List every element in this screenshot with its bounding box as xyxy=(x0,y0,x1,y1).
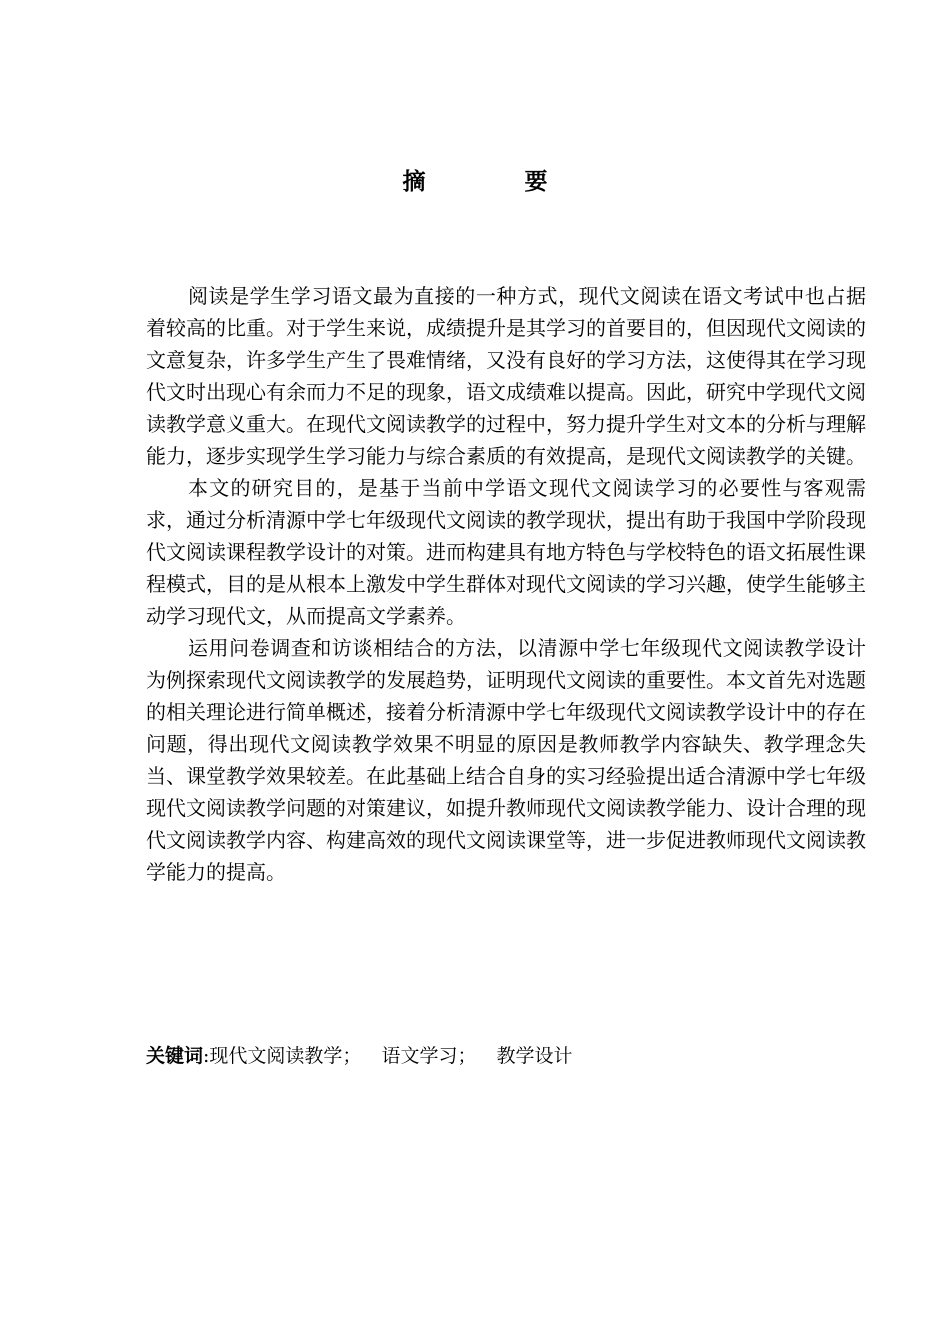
abstract-body xyxy=(146,280,866,888)
keywords-label: 关键词 xyxy=(146,1045,204,1067)
abstract-paragraph-3: 运用问卷调查和访谈相结合的方法，以清源中学七年级现代文阅读教学设计为例探索现代文阅读教学的发展趋势，证明现代文阅读的重要性。本文首先对选题的相关理论进行简单概述，接着分析清源中学七年级现代文阅读教学设计中的存在问题，得出现代文阅读教学效果不明显的原因是教师教学内容缺失、教学理念失当、课堂教学效果较差。在此基础上结合自身的实习经验提出适合清源中学七年级现代文阅读教学问题的对策建议，如提升教师现代文阅读教学能力、设计合理的现代文阅读教学内容、构建高效的现代文阅读课堂等，进一步促进教师现代文阅读教学能力的提高。 xyxy=(146,636,866,884)
abstract-paragraph-2: 本文的研究目的，是基于当前中学语文现代文阅读学习的必要性与客观需求，通过分析清源中学七年级现代文阅读的教学现状，提出有助于我国中学阶段现代文阅读课程教学设计的对策。进而构建具有地方特色与学校特色的语文拓展性课程模式，目的是从根本上激发中学生群体对现代文阅读的学习兴趣，使学生能够主动学习现代文，从而提高文学素养。 xyxy=(146,476,866,628)
keywords-separator: : xyxy=(203,1045,210,1067)
page-title: 摘 要 xyxy=(402,169,586,195)
keywords-line xyxy=(146,1040,866,1072)
abstract-paragraph-1: 阅读是学生学习语文最为直接的一种方式，现代文阅读在语文考试中也占据着较高的比重。对于学生来说，成绩提升是其学习的首要目的，但因现代文阅读的文意复杂，许多学生产生了畏难情绪，又没有良好的学习方法，这使得其在学习现代文时出现心有余而力不足的现象，语文成绩难以提高。因此，研究中学现代文阅读教学意义重大。在现代文阅读教学的过程中，努力提升学生对文本的分析与理解能力，逐步实现学生学习能力与综合素质的有效提高，是现代文阅读教学的关键。 xyxy=(146,284,866,468)
keyword-3: 教学设计 xyxy=(496,1045,573,1067)
keyword-2: 语文学习； xyxy=(381,1045,477,1067)
keyword-1: 现代文阅读教学； xyxy=(209,1045,362,1067)
